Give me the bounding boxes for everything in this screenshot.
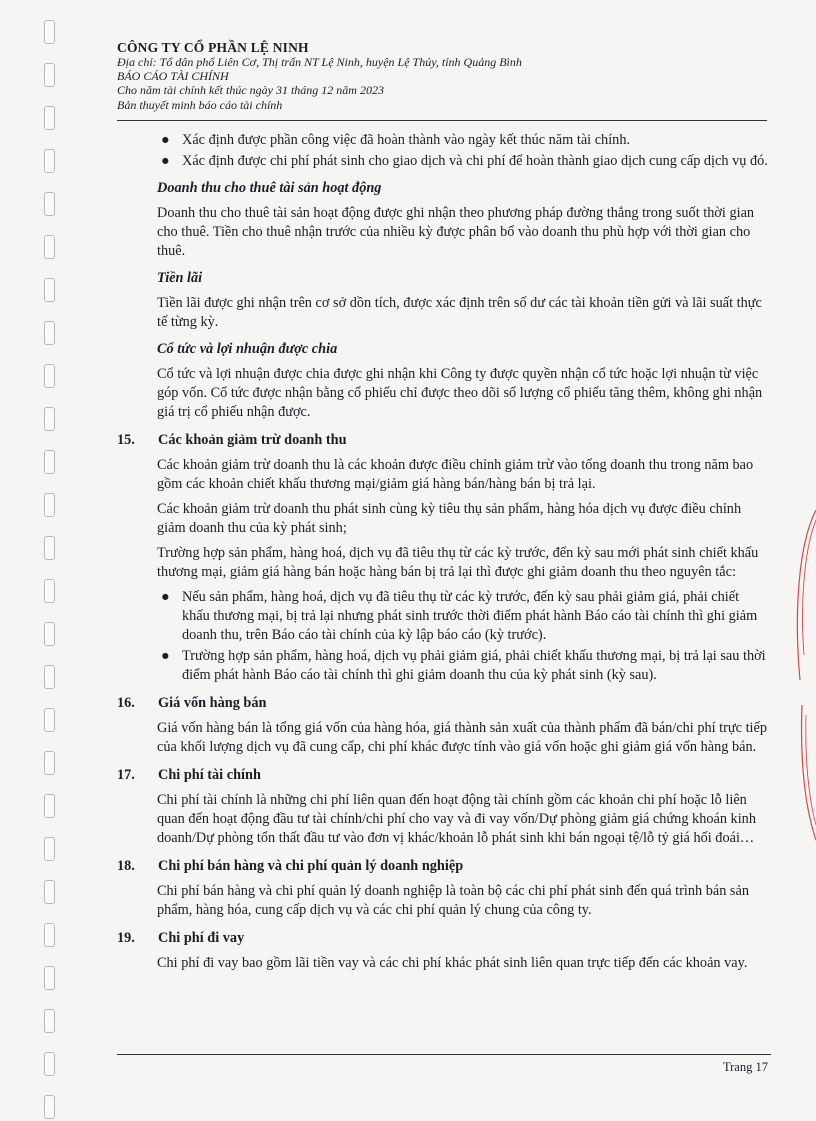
- section-number: 19.: [117, 930, 135, 946]
- binder-hole: [44, 923, 55, 947]
- paragraph: Chi phí tài chính là những chi phí liên quan đến hoạt động tài chính gồm các khoản chi phí hoặc lỗ liên quan đến hoạt động đầu tư tài chính/chi phí cho vay và đi vay vốn/Dự phòng giảm giá chứng khoán kinh doanh/Dự phòng tổn thất đầu tư vào đơn vị khác/khoản lỗ phát sinh khi bán ngoại tệ/lỗ tỷ giá hối đoái…: [157, 792, 756, 846]
- document-type: Bản thuyết minh báo cáo tài chính: [117, 97, 283, 112]
- section-number: 18.: [117, 858, 135, 874]
- bullet-icon: ●: [161, 648, 170, 664]
- binder-hole: [44, 278, 55, 302]
- section-title: Giá vốn hàng bán: [158, 695, 267, 711]
- paragraph: Giá vốn hàng bán là tổng giá vốn của hàng hóa, giá thành sản xuất của thành phẩm đã bán/chi phí trực tiếp của khối lượng dịch vụ đã cung cấp, chi phí khác được tính vào giá vốn hoặc ghi giảm giá vốn hàng bán.: [157, 720, 768, 755]
- paragraph: Các khoản giảm trừ doanh thu phát sinh cùng kỳ tiêu thụ sản phẩm, hàng hóa dịch vụ được điều chỉnh giảm doanh thu của kỳ phát sinh;: [157, 501, 742, 536]
- page-number: Trang 17: [722, 1060, 768, 1074]
- binder-hole: [44, 837, 55, 861]
- binder-hole: [44, 63, 55, 87]
- section-number: 17.: [117, 767, 135, 783]
- footer-divider: [117, 1054, 771, 1055]
- binder-hole: [44, 192, 55, 216]
- subsection-heading: Tiền lãi: [157, 270, 203, 286]
- document-header: [117, 40, 767, 112]
- report-period: Cho năm tài chính kết thúc ngày 31 tháng 12 năm 2023: [117, 83, 384, 98]
- binder-hole: [44, 450, 55, 474]
- binder-hole: [44, 364, 55, 388]
- binder-hole: [44, 708, 55, 732]
- section-heading: [117, 929, 769, 948]
- binder-hole: [44, 106, 55, 130]
- paragraph: Cổ tức và lợi nhuận được chia được ghi nhận khi Công ty được quyền nhận cổ tức hoặc lợi nhuận từ việc góp vốn. Cổ tức được nhận bằng cổ phiếu chỉ được theo dõi số lượng cổ phiếu tăng thêm, không ghi nhận giá trị cổ phiếu nhận được.: [157, 366, 763, 420]
- binder-hole: [44, 1095, 55, 1119]
- bullet-icon: ●: [161, 153, 170, 169]
- section-title: Chi phí đi vay: [158, 930, 245, 946]
- paragraph: Chi phí bán hàng và chi phí quản lý doanh nghiệp là toàn bộ các chi phí phát sinh đến quá trình bán sản phẩm, hàng hóa, cung cấp dịch vụ và các chi phí quản lý chung của công ty.: [157, 883, 749, 918]
- list-item-text: Xác định được phần công việc đã hoàn thành vào ngày kết thúc năm tài chính.: [182, 132, 631, 148]
- section-heading: [117, 857, 769, 876]
- binder-holes: [44, 20, 58, 1120]
- binder-hole: [44, 493, 55, 517]
- list-item: [158, 588, 769, 645]
- paragraph: Tiền lãi được ghi nhận trên cơ sở dồn tích, được xác định trên số dư các tài khoản tiền gửi và lãi suất thực tế từng kỳ.: [157, 295, 762, 330]
- binder-hole: [44, 622, 55, 646]
- paragraph: Doanh thu cho thuê tài sản hoạt động được ghi nhận theo phương pháp đường thẳng trong suốt thời gian cho thuê. Tiền cho thuê nhận trước của nhiều kỳ được phân bổ vào doanh thu phù hợp với thời gian cho thuê.: [157, 205, 755, 259]
- company-address: Địa chỉ: Tổ dân phố Liên Cơ, Thị trấn NT Lệ Ninh, huyện Lệ Thủy, tỉnh Quảng Bình: [117, 55, 522, 69]
- section-heading: [117, 766, 769, 785]
- paragraph: Trường hợp sản phẩm, hàng hoá, dịch vụ đã tiêu thụ từ các kỳ trước, đến kỳ sau mới phát sinh chiết khấu thương mại, giảm giá hàng bán hoặc hàng bán bị trả lại thì được ghi giảm doanh thu theo nguyên tắc:: [157, 545, 759, 580]
- binder-hole: [44, 880, 55, 904]
- binder-hole: [44, 1052, 55, 1076]
- bullet-icon: ●: [161, 589, 170, 605]
- binder-hole: [44, 665, 55, 689]
- binder-hole: [44, 407, 55, 431]
- list-item-text: Xác định được chi phí phát sinh cho giao dịch và chi phí để hoàn thành giao dịch cung cấp dịch vụ đó.: [182, 153, 768, 169]
- list-item: [158, 647, 769, 685]
- binder-hole: [44, 20, 55, 44]
- binder-hole: [44, 579, 55, 603]
- paragraph: Chi phí đi vay bao gồm lãi tiền vay và các chi phí khác phát sinh liên quan trực tiếp đến các khoản vay.: [157, 955, 748, 971]
- page-content: [117, 131, 769, 979]
- company-name: CÔNG TY CỔ PHẦN LỆ NINH: [117, 40, 309, 55]
- binder-hole: [44, 149, 55, 173]
- section-heading: [117, 431, 769, 450]
- subsection-heading: Cổ tức và lợi nhuận được chia: [157, 341, 338, 357]
- red-seal-fragment: [788, 505, 816, 845]
- binder-hole: [44, 321, 55, 345]
- list-item: [158, 131, 769, 150]
- section-number: 15.: [117, 432, 135, 448]
- binder-hole: [44, 751, 55, 775]
- binder-hole: [44, 966, 55, 990]
- section-title: Chi phí tài chính: [158, 767, 261, 783]
- binder-hole: [44, 1009, 55, 1033]
- report-title: BÁO CÁO TÀI CHÍNH: [117, 69, 229, 84]
- section-title: Chi phí bán hàng và chi phí quản lý doanh nghiệp: [158, 858, 464, 874]
- section-number: 16.: [117, 695, 135, 711]
- binder-hole: [44, 536, 55, 560]
- list-item-text: Trường hợp sản phẩm, hàng hoá, dịch vụ phải giảm giá, phải chiết khấu thương mại, bị trả lại sau thời điểm phát hành Báo cáo tài chính thì ghi giảm doanh thu của kỳ phát sinh (kỳ sau).: [182, 648, 766, 683]
- section-heading: [117, 694, 769, 713]
- binder-hole: [44, 794, 55, 818]
- list-item-text: Nếu sản phẩm, hàng hoá, dịch vụ đã tiêu thụ từ các kỳ trước, đến kỳ sau phải giảm giá, phải chiết khấu thương mại, bị trả lại nhưng phát sinh trước thời điểm phát hành Báo cáo tài chính thì ghi giảm doanh thu, trên Báo cáo tài chính của kỳ lập báo cáo (kỳ trước).: [182, 589, 758, 643]
- binder-hole: [44, 235, 55, 259]
- header-divider: [117, 120, 767, 121]
- bullet-icon: ●: [161, 132, 170, 148]
- subsection-heading: Doanh thu cho thuê tài sản hoạt động: [157, 180, 382, 196]
- list-item: [158, 152, 769, 171]
- section-title: Các khoản giảm trừ doanh thu: [158, 432, 347, 448]
- paragraph: Các khoản giảm trừ doanh thu là các khoản được điều chỉnh giảm trừ vào tổng doanh thu trong năm bao gồm các khoản chiết khấu thương mại/giảm giá hàng bán/hàng bán bị trả lại.: [157, 457, 754, 492]
